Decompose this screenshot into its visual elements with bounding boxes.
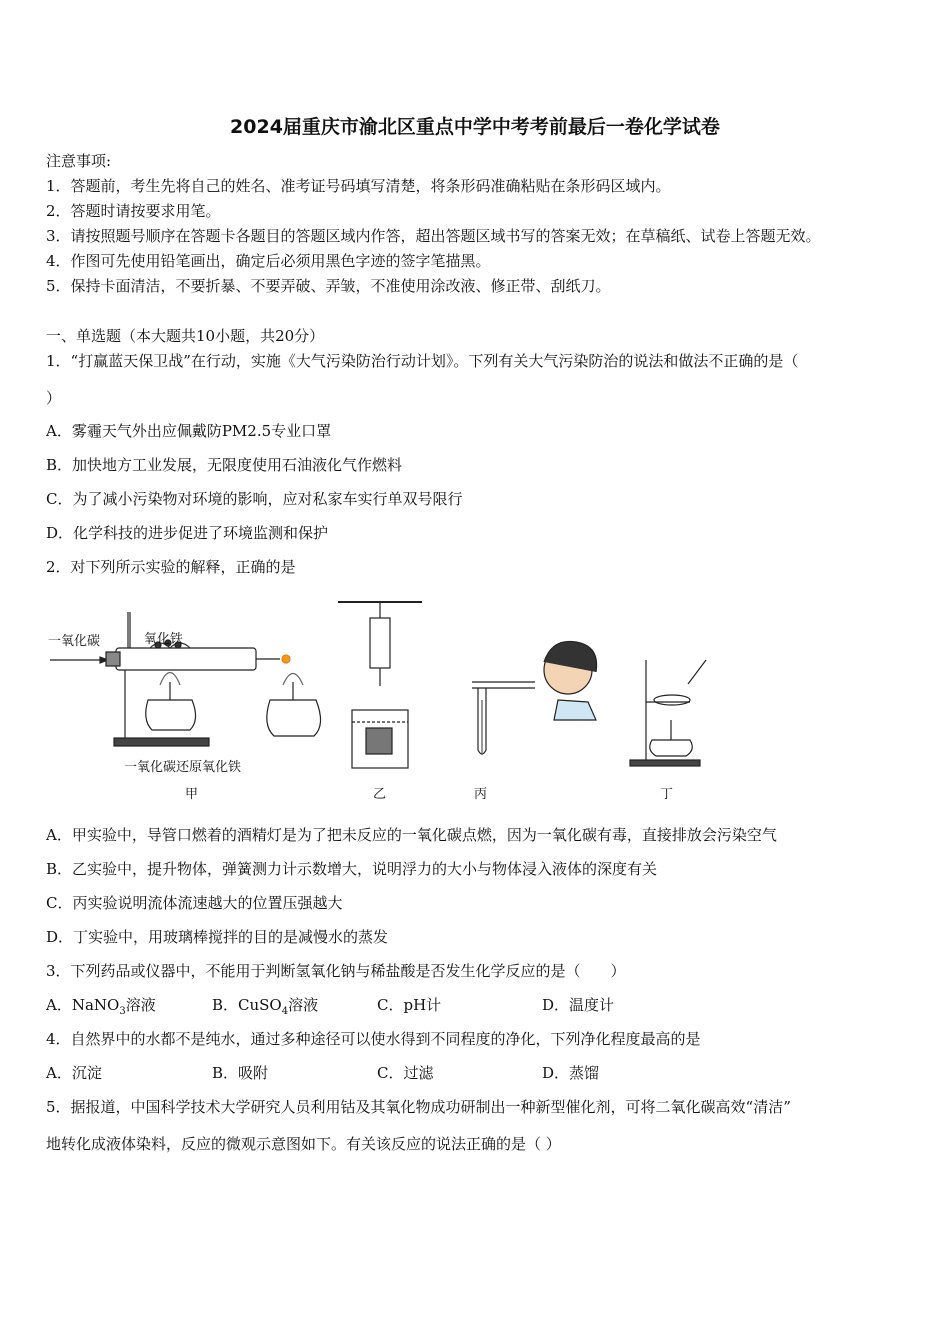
question-3-option-c: C．pH计 [377, 996, 442, 1014]
notice-item: 4．作图可先使用铅笔画出，确定后必须用黑色字迹的签字笔描黑。 [46, 252, 491, 270]
question-5-stem-line-2: 地转化成液体染料，反应的微观示意图如下。有关该反应的说法正确的是（ ） [46, 1135, 561, 1153]
question-2-option-a: A．甲实验中，导管口燃着的酒精灯是为了把未反应的一氧化碳点燃，因为一氧化碳有毒，直接排放会污染空气 [46, 826, 777, 844]
label-caption-jia: 一氧化碳还原氧化铁 [124, 760, 242, 775]
label-iron-oxide: 氧化铁 [144, 632, 184, 647]
question-1-option-a: A．雾霾天气外出应佩戴防PM2.5专业口罩 [46, 422, 332, 440]
question-2-option-c: C．丙实验说明流体流速越大的位置压强越大 [46, 894, 343, 912]
label-yi: 乙 [373, 787, 387, 802]
question-4-option-d: D．蒸馏 [542, 1064, 600, 1082]
section-heading: 一、单选题（本大题共10小题，共20分） [46, 327, 325, 345]
question-3-option-d: D．温度计 [542, 996, 615, 1014]
question-3-stem: 3．下列药品或仪器中，不能用于判断氢氧化钠与稀盐酸是否发生化学反应的是（ ） [46, 962, 626, 980]
question-4-stem: 4．自然界中的水都不是纯水，通过多种途径可以使水得到不同程度的净化，下列净化程度最高的是 [46, 1030, 701, 1048]
notice-item: 3．请按照题号顺序在答题卡各题目的答题区域内作答，超出答题区域书写的答案无效；在草稿纸、试卷上答题无效。 [46, 227, 821, 245]
question-3-option-b: B．CuSO$_4$溶液 [212, 996, 319, 1017]
notice-item: 1．答题前，考生先将自己的姓名、准考证号码填写清楚，将条形码准确粘贴在条形码区域内。 [46, 177, 671, 195]
question-1-option-b: B．加快地方工业发展，无限度使用石油液化气作燃料 [46, 456, 403, 474]
label-carbon-monoxide: 一氧化碳 [48, 634, 101, 649]
experiment-figure [40, 590, 720, 805]
question-5-stem-line-1: 5．据报道，中国科学技术大学研究人员利用钴及其氧化物成功研制出一种新型催化剂，可将二氧化碳高效“清洁” [46, 1098, 791, 1116]
experiment-bing-drawing [472, 641, 597, 755]
question-1-stem: 1．“打赢蓝天保卫战”在行动，实施《大气污染防治行动计划》。下列有关大气污染防治的说法和做法不正确的是（ [46, 352, 799, 370]
question-1-stem-end: ） [46, 389, 62, 407]
question-4-option-c: C．过滤 [377, 1064, 434, 1082]
question-2-option-d: D．丁实验中，用玻璃棒搅拌的目的是减慢水的蒸发 [46, 928, 389, 946]
notice-item: 2．答题时请按要求用笔。 [46, 202, 221, 220]
question-1-option-c: C．为了减小污染物对环境的影响，应对私家车实行单双号限行 [46, 490, 463, 508]
label-bing: 丙 [474, 787, 488, 802]
label-ding: 丁 [660, 787, 674, 802]
notice-item: 5．保持卡面清洁，不要折暴、不要弄破、弄皱，不准使用涂改液、修正带、刮纸刀。 [46, 277, 611, 295]
label-jia: 甲 [185, 787, 199, 802]
question-1-option-d: D．化学科技的进步促进了环境监测和保护 [46, 524, 329, 542]
notice-heading: 注意事项: [46, 152, 112, 170]
question-4-option-b: B．吸附 [212, 1064, 269, 1082]
question-3-option-a: A．NaNO$_3$溶液 [46, 996, 156, 1017]
experiment-ding-drawing [630, 660, 706, 766]
question-2-stem: 2．对下列所示实验的解释，正确的是 [46, 558, 296, 576]
question-2-option-b: B．乙实验中，提升物体，弹簧测力计示数增大，说明浮力的大小与物体浸入液体的深度有关 [46, 860, 658, 878]
experiment-yi-drawing [338, 602, 422, 768]
page-title: 2024届重庆市渝北区重点中学中考考前最后一卷化学试卷 [230, 116, 720, 138]
question-4-option-a: A．沉淀 [46, 1064, 102, 1082]
